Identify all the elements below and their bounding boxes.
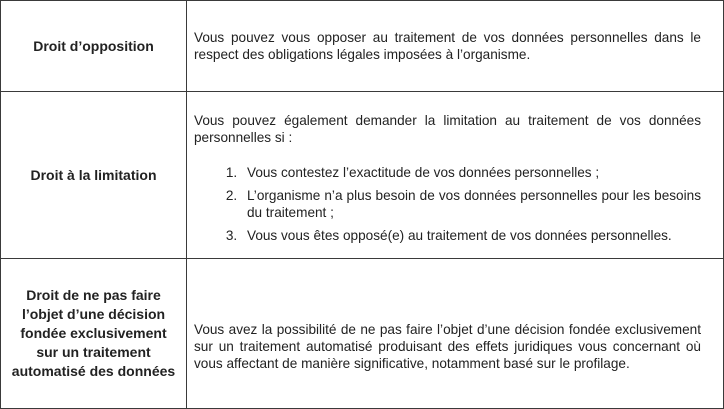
list-item: 3. Vous vous êtes opposé(e) au traitement de vos données personnelles. bbox=[241, 227, 701, 244]
list-item: 2. L’organisme n’a plus besoin de vos données personnelles pour les besoins du traitement ; bbox=[241, 187, 701, 221]
table-row bbox=[1, 259, 724, 409]
right-description bbox=[187, 259, 724, 409]
description-text: Vous pouvez vous opposer au traitement de vos données personnelles dans le respect des obligations légales imposées à l’organisme. bbox=[194, 30, 701, 62]
right-description bbox=[187, 1, 724, 92]
list-item: 1. Vous contestez l’exactitude de vos données personnelles ; bbox=[241, 164, 701, 181]
conditions-list bbox=[194, 164, 701, 244]
right-title: Droit de ne pas faire l’objet d’une décision fondée exclusivement sur un traitement automatisé des données bbox=[1, 259, 187, 409]
right-title: Droit d’opposition bbox=[1, 1, 187, 92]
right-title: Droit à la limitation bbox=[1, 92, 187, 259]
table-row bbox=[1, 92, 724, 259]
right-description bbox=[187, 92, 724, 259]
description-intro: Vous pouvez également demander la limitation au traitement de vos données personnelles si : bbox=[194, 113, 701, 145]
table-row bbox=[1, 1, 724, 92]
description-text: Vous avez la possibilité de ne pas faire l’objet d’une décision fondée exclusivement sur un traitement automatisé produisant des effets juridiques vous concernant où vous affectant de manière significative, notamment basé sur le profilage. bbox=[194, 322, 701, 371]
